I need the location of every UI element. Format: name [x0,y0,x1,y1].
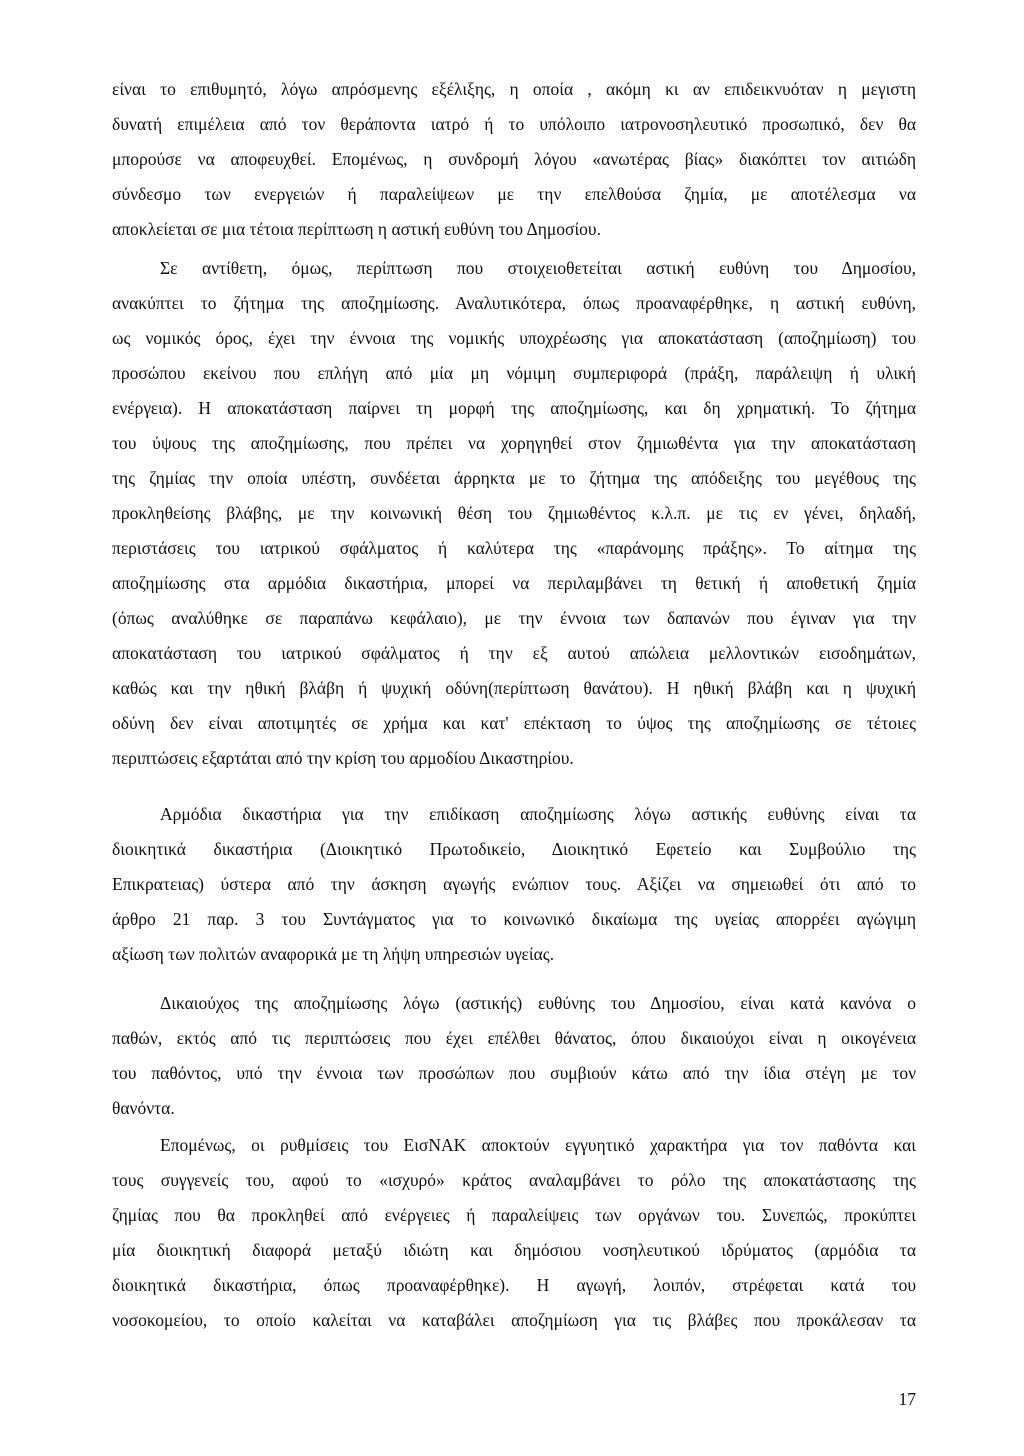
text-line: Αρμόδια δικαστήρια για την επιδίκαση αποζημίωσης λόγω αστικής ευθύνης είναι τα [160,804,916,824]
text-line: Επικρατειας) ύστερα από την άσκηση αγωγής ενώπιον τους. Αξίζει να σημειωθεί ότι από το [112,874,916,894]
text-line: αξίωση των πολιτών αναφορικά με τη λήψη υπηρεσιών υγείας. [112,944,555,964]
text-line: περιστάσεις του ιατρικού σφάλματος ή καλύτερα της «παράνομης πράξης». Το αίτημα της [112,538,916,558]
text-line: προσώπου εκείνου που επλήγη από μία μη νόμιμη συμπεριφορά (πράξη, παράλειψη ή υλική [112,363,916,383]
text-line: καθώς και την ηθική βλάβη ή ψυχική οδύνη(περίπτωση θανάτου). Η ηθική βλάβη και η ψυχική [112,678,916,698]
text-line: αποζημίωσης στα αρμόδια δικαστήρια, μπορεί να περιλαμβάνει τη θετική ή αποθετική ζημία [112,573,916,593]
text-line: Επομένως, οι ρυθμίσεις του ΕισΝΑΚ αποκτούν εγγυητικό χαρακτήρα για τον παθόντα και [160,1135,916,1155]
text-line: (όπως αναλύθηκε σε παραπάνω κεφάλαιο), με την έννοια των δαπανών που έγιναν για την [112,608,916,628]
text-line: του παθόντος, υπό την έννοια των προσώπων που συμβιούν κάτω από την ίδια στέγη με τον [112,1063,916,1083]
text-line: δυνατή επιμέλεια από τον θεράποντα ιατρό ή το υπόλοιπο ιατρονοσηλευτικό προσωπικό, δεν θα [112,114,916,134]
text-line: μπορούσε να αποφευχθεί. Επομένως, η συνδρομή λόγου «ανωτέρας βίας» διακόπτει τον αιτιώδη [112,149,916,169]
text-line: τους συγγενείς του, αφού το «ισχυρό» κράτος αναλαμβάνει το ρόλο της αποκατάστασης της [112,1170,916,1190]
text-line: της ζημίας την οποία υπέστη, συνδέεται άρρηκτα με το ζήτημα της απόδειξης του μεγέθους της [112,468,916,488]
text-line: νοσοκομείου, το οποίο καλείται να καταβάλει αποζημίωση για τις βλάβες που προκάλεσαν τα [112,1310,916,1330]
text-line: αποκατάσταση του ιατρικού σφάλματος ή την εξ αυτού απώλεια μελλοντικών εισοδημάτων, [112,643,916,663]
text-line: σύνδεσμο των ενεργειών ή παραλείψεων με την επελθούσα ζημία, με αποτέλεσμα να [112,184,916,204]
text-line: του ύψους της αποζημίωσης, που πρέπει να χορηγηθεί στον ζημιωθέντα για την αποκατάσταση [112,433,916,453]
text-line: ζημίας που θα προκληθεί από ενέργειες ή παραλείψεις των οργάνων του. Συνεπώς, προκύπτει [112,1205,916,1225]
text-line: διοικητικά δικαστήρια, όπως προαναφέρθηκε). Η αγωγή, λοιπόν, στρέφεται κατά του [112,1275,916,1295]
text-line: Δικαιούχος της αποζημίωσης λόγω (αστικής) ευθύνης του Δημοσίου, είναι κατά κανόνα ο [160,993,916,1013]
text-line: Σε αντίθετη, όμως, περίπτωση που στοιχειοθετείται αστική ευθύνη του Δημοσίου, [160,258,916,278]
text-line: ενέργεια). Η αποκατάσταση παίρνει τη μορφή της αποζημίωσης, και δη χρηματική. Το ζήτημα [112,398,916,418]
text-line: θανόντα. [112,1098,175,1118]
text-line: μία διοικητική διαφορά μεταξύ ιδιώτη και δημόσιου νοσηλευτικού ιδρύματος (αρμόδια τα [112,1240,916,1260]
text-line: περιπτώσεις εξαρτάται από την κρίση του αρμοδίου Δικαστηρίου. [112,748,574,768]
text-line: είναι το επιθυμητό, λόγω απρόσμενης εξέλιξης, η οποία , ακόμη κι αν επιδεικνυόταν η μεγιστη [112,79,916,99]
text-line: διοικητικά δικαστήρια (Διοικητικό Πρωτοδικείο, Διοικητικό Εφετείο και Συμβούλιο της [112,839,916,859]
text-line: άρθρο 21 παρ. 3 του Συντάγματος για το κοινωνικό δικαίωμα της υγείας απορρέει αγώγιμη [112,909,916,929]
text-line: προκληθείσης βλάβης, με την κοινωνική θέση του ζημιωθέντος κ.λ.π. με τις εν γένει, δηλαδή, [112,503,916,523]
text-line: αποκλείεται σε μια τέτοια περίπτωση η αστική ευθύνη του Δημοσίου. [112,219,601,239]
text-line: οδύνη δεν είναι αποτιμητές σε χρήμα και κατ' επέκταση το ύψος της αποζημίωσης σε τέτοιες [112,713,916,733]
page-number: 17 [898,1389,916,1409]
text-line: ως νομικός όρος, έχει την έννοια της νομικής υποχρέωσης για αποκατάσταση (αποζημίωση) του [112,328,916,348]
text-line: παθών, εκτός από τις περιπτώσεις που έχει επέλθει θάνατος, όπου δικαιούχοι είναι η οικογένεια [112,1028,916,1048]
text-line: ανακύπτει το ζήτημα της αποζημίωσης. Αναλυτικότερα, όπως προαναφέρθηκε, η αστική ευθύνη, [112,293,916,313]
